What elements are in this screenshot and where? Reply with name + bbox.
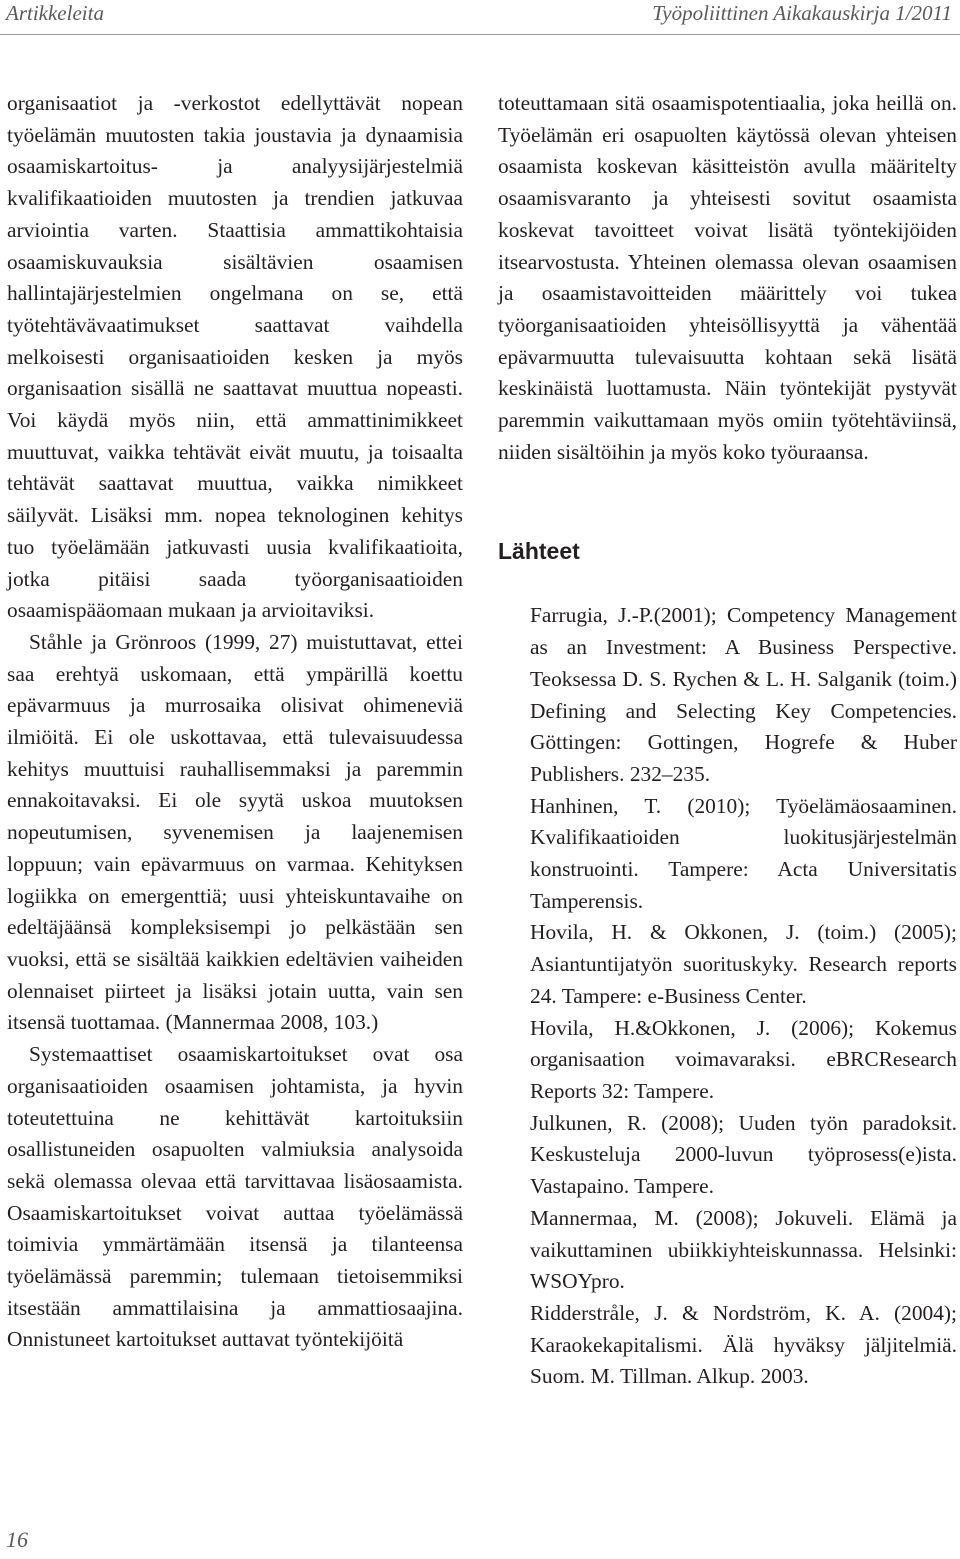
- left-column: [7, 88, 463, 1356]
- reference-item: Ridderstråle, J. & Nordström, K. A. (2004); Karaokekapitalismi. Älä hyväksy jäljitelmiä. Suom. M. Tillman. Alkup. 2003.: [530, 1300, 957, 1389]
- reference-item: Julkunen, R. (2008); Uuden työn paradoksit. Keskusteluja 2000-luvun työprosess(e)ista. Vastapaino. Tampere.: [530, 1110, 957, 1199]
- running-header-section: Artikkeleita: [6, 1, 104, 25]
- body-paragraph: Systemaattiset osaamiskartoitukset ovat osa organisaatioiden osaamisen johtamista, ja hyvin toteutettuina ne kehittävät kartoituksiin osallistuneiden osapuolten valmiuksia analysoida sekä olemassa olevaa että tarvittavaa lisäosaamista. Osaamiskartoitukset voivat auttaa työelämässä toimivia ymmärtämään itsensä ja tilanteensa työelämässä paremmin; tulemaan tietoisemmiksi itsestään ammattilaisina ja ammattiosaajina. Onnistuneet kartoitukset auttavat työntekijöitä: [7, 1042, 463, 1352]
- reference-item: Farrugia, J.-P.(2001); Competency Management as an Investment: A Business Perspective. Teoksessa D. S. Rychen & L. H. Salganik (toim.) Defining and Selecting Key Competencies. Göttingen: Gottingen, Hogrefe & Huber Publishers. 232–235.: [530, 603, 957, 786]
- body-paragraph: organisaatiot ja -verkostot edellyttävät nopean työelämän muutosten takia joustavia ja dynaamisia osaamiskartoitus- ja analyysijärjestelmiä kvalifikaatioiden muutosten ja trendien jatkuvaa arviointia varten. Staattisia ammattikohtaisia osaamiskuvauksia sisältävien osaamisen hallintajärjestelmien ongelmana on se, että työtehtävävaatimukset saattavat vaihdella melkoisesti organisaatioiden kesken ja myös organisaation sisällä ne saattavat muuttua nopeasti. Voi käydä myös niin, että ammattinimikkeet muuttuvat, vaikka tehtävät eivät muutu, ja toisaalta tehtävät saattavat muuttua, vaikka nimikkeet säilyvät. Lisäksi mm. nopea teknologinen kehitys tuo työelämään jatkuvasti uusia kvalifikaatioita, jotka pitäisi saada työorganisaatioiden osaamispääomaan mukaan ja arvioitaviksi.: [7, 91, 463, 623]
- reference-item: Hovila, H. & Okkonen, J. (toim.) (2005); Asiantuntijatyön suorituskyky. Research reports 24. Tampere: e-Business Center.: [530, 920, 957, 1008]
- header-divider: [0, 34, 960, 35]
- page-number: 16: [6, 1527, 28, 1552]
- right-column: [498, 88, 957, 1393]
- reference-item: Mannermaa, M. (2008); Jokuveli. Elämä ja vaikuttaminen ubiikkiyhteiskunnassa. Helsinki: WSOYpro.: [530, 1205, 957, 1294]
- reference-item: Hovila, H.&Okkonen, J. (2006); Kokemus organisaation voimavaraksi. eBRCResearch Reports 32: Tampere.: [530, 1015, 957, 1103]
- body-paragraph: toteuttamaan sitä osaamispotentiaalia, joka heillä on. Työelämän eri osapuolten käytössä olevan yhteisen osaamista koskevan käsitteistön avulla määritelty osaamisvaranto ja yhteisesti sovitut osaamista koskevat tavoitteet voivat lisätä työntekijöiden itsearvostusta. Yhteinen olemassa olevan osaamisen ja osaamistavoitteiden määrittely voi tukea työorganisaatioiden yhteisöllisyyttä ja vähentää epävarmuutta tulevaisuutta kohtaan sekä lisätä keskinäistä luottamusta. Näin työntekijät pystyvät paremmin vaikuttamaan myös omiin työtehtäviinsä, niiden sisältöihin ja myös koko työuraansa.: [498, 91, 957, 464]
- running-header-journal: Työpoliittinen Aikakauskirja 1/2011: [652, 1, 952, 25]
- body-paragraph: Ståhle ja Grönroos (1999, 27) muistuttavat, ettei saa erehtyä uskomaan, että ympärillä koettu epävarmuus ja murrosaika olisivat ohimeneviä ilmiöitä. Ei ole uskottavaa, että tulevaisuudessa kehitys muuttuisi rauhallisemmaksi ja paremmin ennakoitavaksi. Ei ole syytä uskoa muutoksen nopeutumisen, syvenemisen ja laajenemisen loppuun; vain epävarmuus on varmaa. Kehityksen logiikka on emergenttiä; uusi yhteiskuntavaihe on edeltäjäänsä kompleksisempi jo pelkästään sen vuoksi, että se sisältää kaikkien edeltävien vaiheiden olennaiset piirteet ja lisäksi jotain uutta, vain sen itsensä tuottamaa. (Mannermaa 2008, 103.): [7, 629, 463, 1035]
- references-heading: Lähteet: [498, 538, 580, 565]
- reference-item: Hanhinen, T. (2010); Työelämäosaaminen. Kvalifikaatioiden luokitusjärjestelmän konstruointi. Tampere: Acta Universitatis Tamperensis.: [530, 793, 957, 913]
